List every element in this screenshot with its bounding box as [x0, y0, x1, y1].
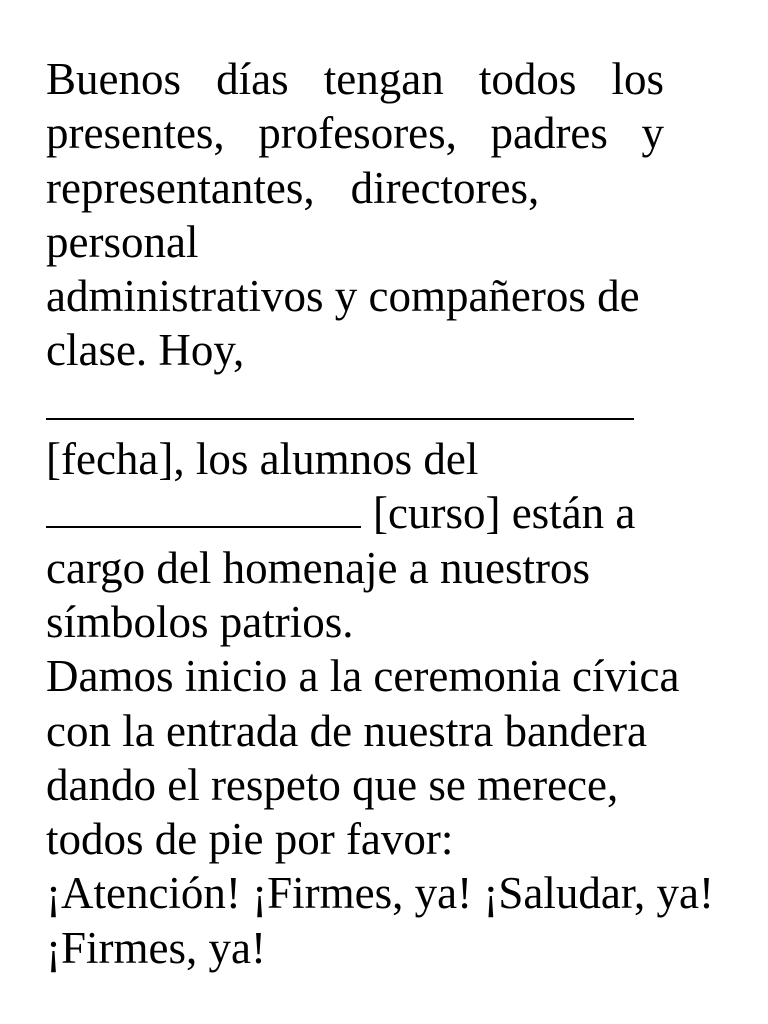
document-body	[46, 52, 726, 975]
word: padres	[490, 108, 608, 159]
text-line-6: clase. Hoy,	[46, 325, 245, 376]
text-line-1	[46, 52, 664, 106]
text-line-16: ¡Atención! ¡Firmes, ya! ¡Saludar, ya!	[46, 868, 714, 919]
word: representantes,	[46, 162, 315, 213]
word: Buenos	[46, 54, 181, 104]
text-line-17: ¡Firmes, ya!	[46, 922, 266, 973]
text-line-4: personal	[46, 216, 199, 267]
word: tengan	[323, 54, 444, 104]
text-line-11: símbolos patrios.	[46, 596, 354, 647]
text-line-5: administrativos y compañeros de	[46, 271, 640, 322]
word: los	[611, 54, 664, 104]
word: profesores,	[258, 108, 457, 159]
text-line-13: con la entrada de nuestra bandera	[46, 705, 647, 756]
text-line-8: [fecha], los alumnos del	[46, 434, 479, 485]
fill-in-blank-date	[46, 378, 726, 432]
word: presentes,	[46, 108, 225, 159]
word: directores,	[350, 162, 540, 213]
word: y	[641, 108, 664, 159]
text-line-15: todos de pie por favor:	[46, 814, 454, 865]
text-line-10: cargo del homenaje a nuestros	[46, 542, 590, 593]
text-line-14: dando el respeto que se merece,	[46, 759, 619, 810]
fill-in-blank-course	[46, 525, 361, 528]
word: todos	[478, 54, 577, 104]
word: días	[216, 54, 289, 104]
text-line-3	[46, 161, 726, 215]
text-line-12: Damos inicio a la ceremonia cívica	[46, 651, 680, 702]
course-text: [curso] están a	[373, 488, 636, 539]
text-line-2	[46, 106, 664, 160]
blank-underline	[46, 417, 634, 420]
text-line-9	[46, 486, 726, 540]
